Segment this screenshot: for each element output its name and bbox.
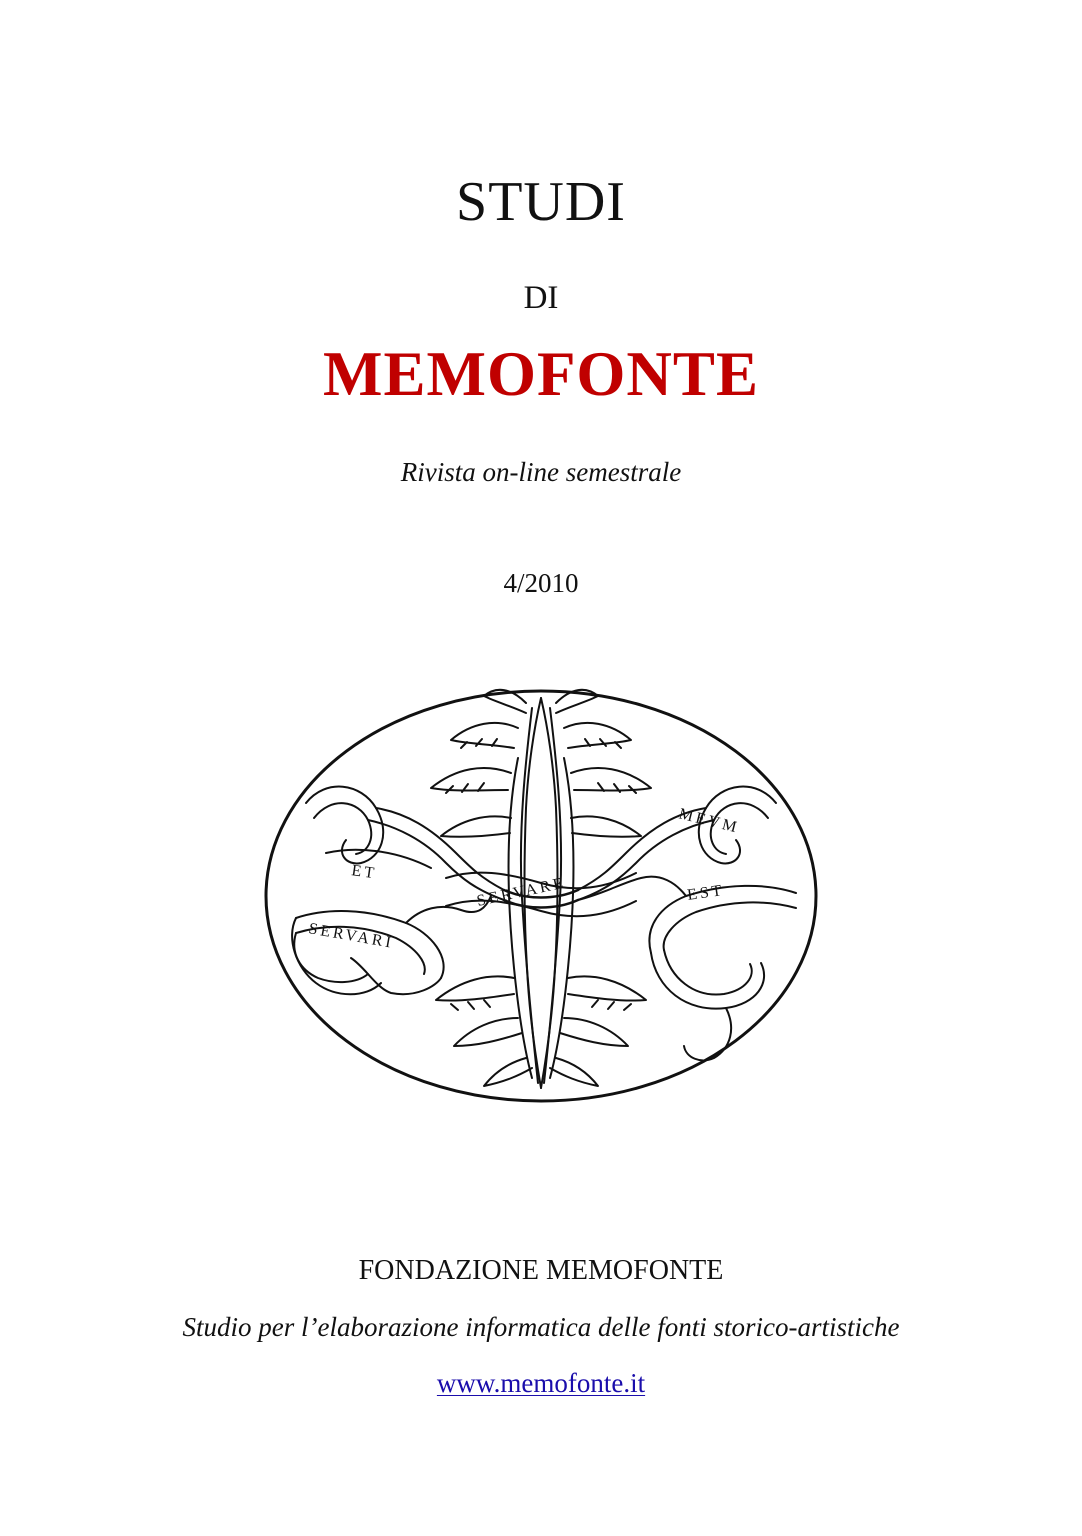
website-line bbox=[0, 1366, 1082, 1400]
motto-word-servari: SERVARI bbox=[307, 920, 396, 952]
foundation-tagline: Studio per l’elaborazione informatica delle fonti storico-artistiche bbox=[182, 1312, 900, 1342]
title-studi: STUDI bbox=[456, 171, 626, 233]
subtitle: Rivista on-line semestrale bbox=[400, 457, 682, 487]
website-link[interactable]: www.memofonte.it bbox=[436, 1368, 646, 1398]
left-ribbon-icon bbox=[292, 787, 504, 995]
right-ribbon-icon bbox=[578, 787, 796, 1061]
emblem-illustration bbox=[256, 668, 826, 1118]
motto-word-et: ET bbox=[350, 862, 379, 883]
motto-word-est: EST bbox=[686, 881, 726, 904]
motto-word-mevm: MEVM bbox=[677, 805, 742, 837]
foundation-name: FONDAZIONE MEMOFONTE bbox=[358, 1255, 724, 1286]
motto-word-servare: SERVARE bbox=[475, 874, 568, 910]
issue-number: 4/2010 bbox=[503, 568, 579, 598]
title-memofonte: MEMOFONTE bbox=[323, 339, 759, 409]
title-di: DI bbox=[523, 280, 559, 316]
